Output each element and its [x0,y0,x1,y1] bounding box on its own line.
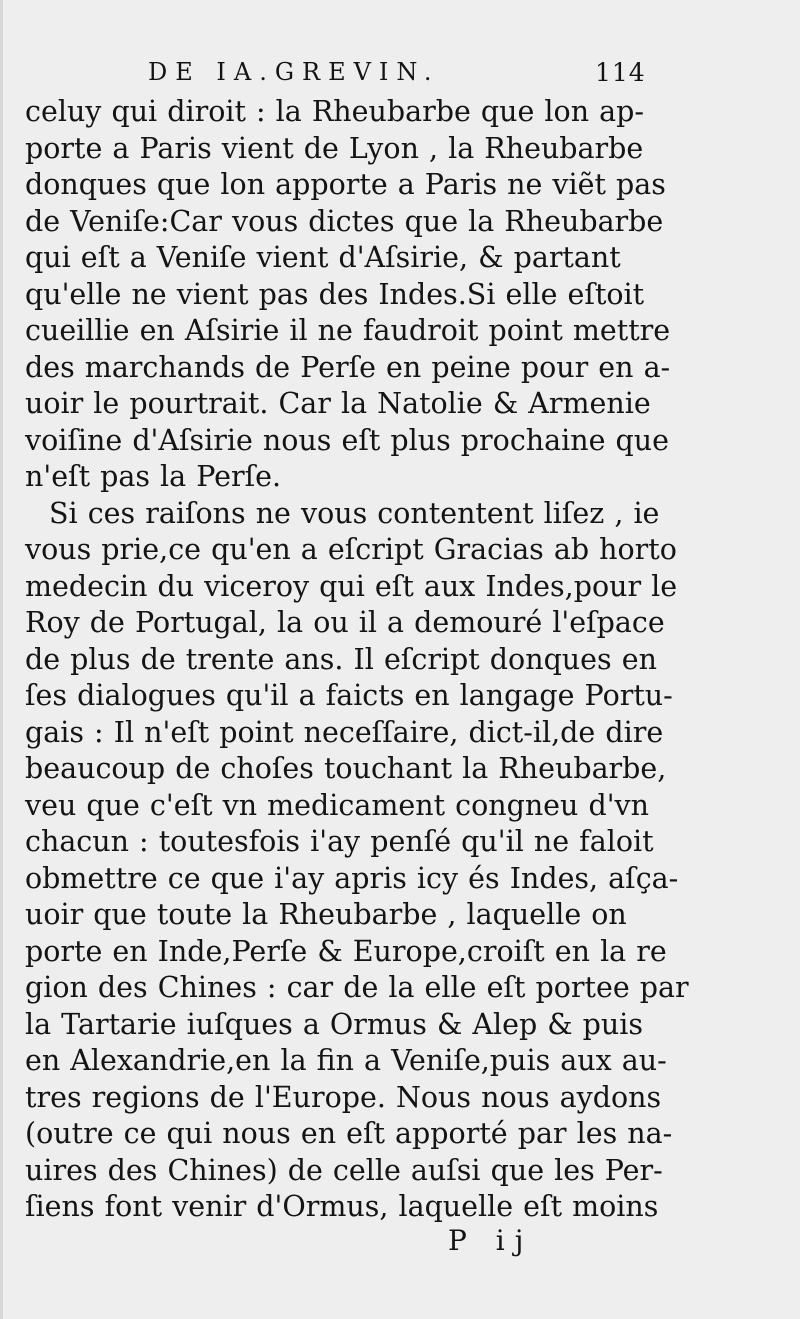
text-line: de Veniſe:Car vous dictes que la Rheubarbe [25,204,664,238]
text-line: (outre ce qui nous en eſt apporté par les na- [25,1117,673,1150]
text-line: veu que c'eſt vn medicament congneu d'vn [25,788,649,822]
body-text [25,94,689,1226]
text-line: Roy de Portugal, la ou il a demouré l'eſpace [25,606,665,639]
text-line: porte en Inde,Perſe & Europe,croiſt en la re [25,934,667,968]
text-line: gion des Chines : car de la elle eſt portee par [25,971,689,1004]
text-line: qui eſt a Veniſe vient d'Aſsirie, & partant [25,241,621,274]
text-line: des marchands de Perſe en peine pour en a- [25,350,671,384]
text-line: de plus de trente ans. Il eſcript donques en [25,642,657,676]
text-line: beaucoup de choſes touchant la Rheubarbe, [25,752,667,785]
text-line: qu'elle ne vient pas des Indes.Si elle eſtoit [25,277,645,311]
text-line: celuy qui diroit : la Rheubarbe que lon ap- [25,95,644,128]
text-line: voiſine d'Aſsirie nous eſt plus prochaine que [25,423,670,457]
text-line: la Tartarie iuſques a Ormus & Alep & puis [25,1007,644,1041]
text-line: donques que lon apporte a Paris ne viẽt pas [25,168,666,201]
paragraph-first-line: Si ces raiſons ne vous contentent liſez , ie [49,496,660,530]
page-header [3,58,800,92]
text-line: cueillie en Aſsirie il ne faudroit point mettre [25,314,671,347]
text-line: uires des Chines) de celle auſsi que les Per- [25,1153,663,1187]
text-line: uoir le pourtrait. Car la Natolie & Armenie [25,387,651,420]
text-line: vous prie,ce qu'en a eſcript Gracias ab horto [25,533,677,566]
text-line: porte a Paris vient de Lyon , la Rheubarbe [25,131,644,165]
text-line: ſiens font venir d'Ormus, laquelle eſt moins [25,1190,659,1223]
text-line: tres regions de l'Europe. Nous nous aydons [25,1080,662,1114]
page-number: 114 [595,58,646,87]
text-line: obmettre ce que i'ay apris icy és Indes, aſça- [25,861,679,895]
running-head: DE IA.GREVIN. [148,58,440,86]
text-line: medecin du viceroy qui eſt aux Indes,pour le [25,569,678,603]
text-line: en Alexandrie,en la fin a Veniſe,puis aux au- [25,1044,667,1077]
text-line: ſes dialogues qu'il a faicts en langage Portu- [25,679,673,712]
signature-mark: P ij [448,1224,534,1257]
text-line: chacun : toutesfois i'ay penſé qu'il ne faloit [25,825,654,858]
text-line: n'eſt pas la Perſe. [25,460,282,493]
text-line: uoir que toute la Rheubarbe , laquelle on [25,898,627,931]
text-line: gais : Il n'eſt point neceſſaire, dict-il,de dire [25,715,664,749]
